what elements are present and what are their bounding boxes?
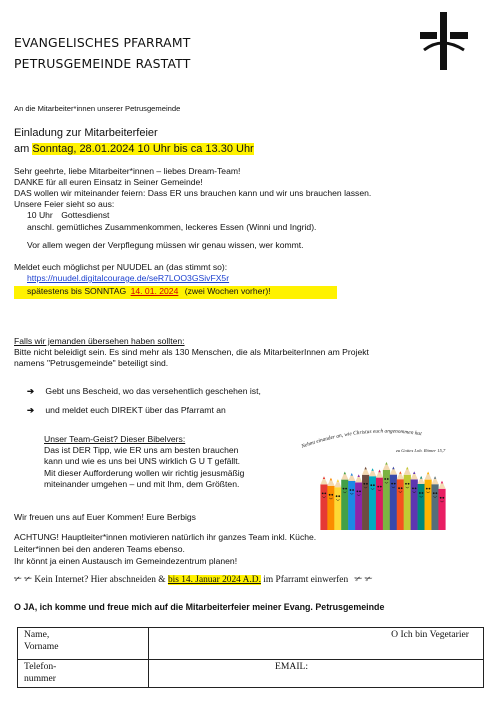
pencil (348, 473, 355, 530)
cutline-highlight: bis 14. Januar 2024 A.D. (167, 575, 261, 585)
pencil (438, 481, 445, 530)
phone-email-cell[interactable] (149, 660, 484, 688)
rsvp-line[interactable]: O JA, ich komme und freue mich auf die Mitarbeiterfeier meiner Evang. Petrusgemeinde (14, 602, 385, 612)
arrow-right-icon: ➔ (27, 386, 35, 396)
pencil (341, 472, 348, 530)
svg-text:Nehmt einander an, wie Christu (300, 428, 423, 450)
attention-line-1: ACHTUNG! Hauptleiter*innen motivieren natürlich ihr ganzes Team inkl. Küche. (14, 532, 317, 542)
overlooked-line-1: Bitte nicht beleidigt sein. Es sind mehr als 130 Menschen, die als MitarbeiterInnen am Projekt (14, 347, 369, 357)
scissors-icon: ✃ ✃ (14, 575, 33, 585)
attention-line-3: Ihr könnt ja einen Austausch im Gemeindezentrum planen! (14, 556, 238, 566)
date-highlight: Sonntag, 28.01.2024 10 Uhr bis ca 13.30 Uhr (32, 143, 254, 155)
overlooked-line-2: namens "Petrusgemeinde" beteiligt sind. (14, 358, 169, 368)
schedule-line (27, 210, 109, 220)
nuudel-link[interactable]: https://nuudel.digitalcourage.de/seR7LOO3GSivFX5r (27, 273, 230, 283)
pencil (327, 478, 334, 530)
pencil (383, 462, 390, 530)
name-label-cell (18, 628, 149, 660)
cross-logo-icon (418, 10, 470, 72)
verse-image-text: Nehmt einander an, wie Christus euch angenommen hat (300, 428, 423, 450)
parish-header-line2: PETRUSGEMEINDE RASTATT (14, 56, 191, 71)
invitation-title: Einladung zur Mitarbeiterfeier (14, 127, 158, 139)
pencil (425, 472, 432, 530)
closing-line: Wir freuen uns auf Euer Kommen! Eure Berbigs (14, 512, 196, 522)
pencil (369, 468, 376, 530)
bibleverse-heading: Unser Team-Geist? Dieser Bibelvers: (44, 434, 186, 444)
phone-label-cell (18, 660, 149, 688)
deadline-note: (zwei Wochen vorher)! (184, 286, 271, 296)
attention-line-2: Leiter*innen bei den anderen Teams ebenso. (14, 544, 185, 554)
rsvp-form (17, 627, 484, 688)
pencil (418, 476, 425, 530)
bullet-2 (27, 405, 226, 415)
deadline-label: spätestens bis SONNTAG (27, 286, 127, 296)
pencil (390, 467, 397, 530)
verse-image-ref: zu Gottes Lob. Römer 15,7 (396, 448, 446, 453)
bibleverse-line-1: Das ist DER Tipp, wie ER uns am besten brauchen (44, 445, 239, 455)
bullet-2-text: und meldet euch DIREKT über das Pfarramt an (45, 405, 226, 415)
intro-line-6: anschl. gemütliches Zusammenkommen, leckeres Essen (Winni und Ingrid). (27, 222, 317, 232)
intro-line-1: Sehr geehrte, liebe Mitarbeiter*innen – liebes Dream-Team! (14, 166, 241, 176)
deadline-line (27, 286, 271, 296)
phone-label-2: nummer (24, 672, 56, 684)
date-prefix: am (14, 143, 30, 155)
schedule-service: Gottesdienst (61, 210, 110, 220)
signup-line: Meldet euch möglichst per NUUDEL an (das stimmt so): (14, 262, 228, 272)
intro-line-3: DAS wollen wir miteinander feiern: Dass ER uns brauchen kann und wir uns brauchen lassen. (14, 188, 372, 198)
invitation-date (14, 143, 254, 156)
intro-line-2: DANKE für all euren Einsatz in Seiner Gemeinde! (14, 177, 203, 187)
bullet-1-text: Gebt uns Bescheid, wo das versehentlich geschehen ist, (45, 386, 261, 396)
bibleverse-line-2: kann und wie es uns bei UNS wirklich G U T gefällt. (44, 456, 240, 466)
cutline (14, 575, 373, 586)
intro-line-4: Unsere Feier sieht so aus: (14, 199, 115, 209)
cutline-text-after: im Pfarramt einwerfen (263, 575, 349, 585)
arrow-right-icon: ➔ (27, 405, 35, 415)
pencil (362, 467, 369, 530)
scissors-icon: ✃ ✃ (354, 575, 373, 585)
pencil (404, 467, 411, 530)
pencil (397, 471, 404, 530)
pencil (355, 474, 362, 530)
addressee: An die Mitarbeiter*innen unserer Petrusgemeinde (14, 104, 181, 113)
name-label-1: Name, (24, 629, 50, 640)
name-label-2: Vorname (24, 640, 59, 652)
pencil (334, 479, 341, 530)
bullet-1 (27, 386, 261, 396)
bibleverse-line-3: Mit dieser Aufforderung wollen wir richtig jesusmäßig (44, 468, 245, 478)
schedule-time: 10 Uhr (27, 210, 53, 220)
vegetarian-option[interactable]: O Ich bin Vegetarier (391, 629, 469, 640)
parish-header-line1: EVANGELISCHES PFARRAMT (14, 35, 191, 50)
email-label: EMAIL: (275, 661, 309, 672)
deadline-date: 14. 01. 2024 (130, 286, 179, 296)
pencil (320, 476, 327, 530)
phone-label-1: Telefon- (24, 661, 57, 672)
intro-line-7: Vor allem wegen der Verpflegung müssen wir genau wissen, wer kommt. (27, 240, 304, 250)
pencil (411, 471, 418, 530)
bibleverse-line-4: miteinander umgehen – und mit Ihm, dem Größten. (44, 479, 240, 489)
name-input-cell[interactable] (149, 628, 484, 660)
pencil (376, 470, 383, 530)
cutline-text-before: Kein Internet? Hier abschneiden & (34, 575, 166, 585)
overlooked-heading: Falls wir jemanden übersehen haben sollten: (14, 336, 185, 346)
colored-pencils-image (298, 422, 468, 530)
pencil (431, 476, 438, 530)
